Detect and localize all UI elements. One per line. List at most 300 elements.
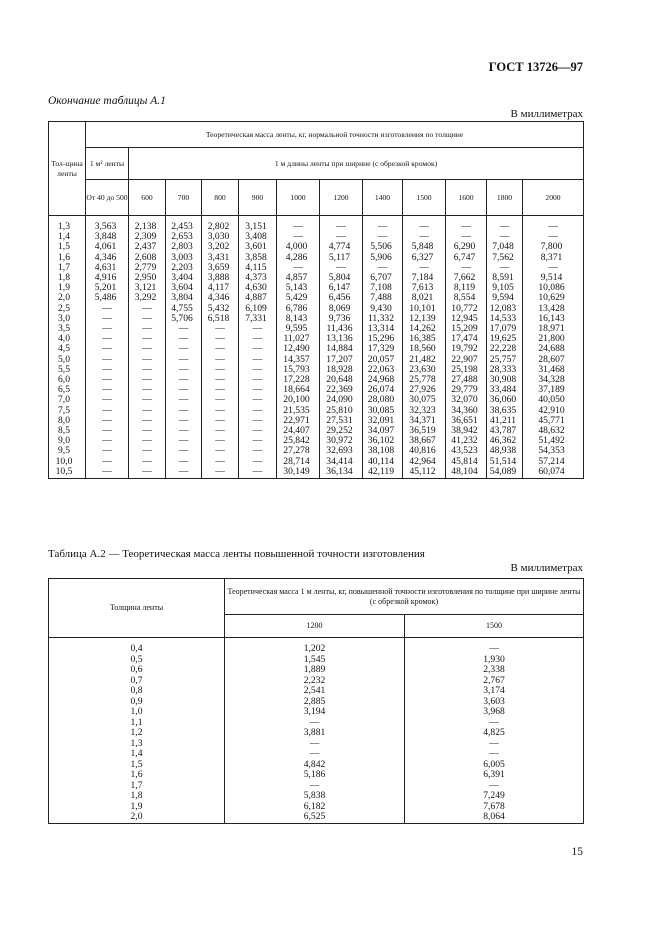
mass-cell: 6,147: [320, 283, 363, 293]
mass-cell: 14,357: [277, 355, 320, 365]
table-row: [49, 273, 584, 283]
mass-cell: 24,968: [363, 375, 403, 385]
thickness-cell: 1,5: [49, 242, 86, 252]
mass-cell: 7,184: [403, 273, 446, 283]
mass-cell: 27,926: [403, 385, 446, 395]
table-row: [49, 406, 584, 416]
mass-cell: 30,149: [277, 467, 320, 479]
mass-cell: —: [86, 365, 129, 375]
mass-cell: 2,541: [225, 686, 405, 697]
table-row: [49, 467, 584, 479]
thickness-cell: 1,9: [49, 283, 86, 293]
mass-cell: —: [202, 344, 239, 354]
mass-cell: 27,278: [277, 446, 320, 456]
mass-cell: —: [166, 457, 202, 467]
mass-cell: 3,888: [202, 273, 239, 283]
mass-cell: 45,814: [446, 457, 487, 467]
mass-cell: 3,601: [239, 242, 277, 252]
mass-cell: 5,838: [225, 791, 405, 802]
mass-cell: 4,000: [277, 242, 320, 252]
mass-cell: 27,531: [320, 416, 363, 426]
mass-cell: —: [166, 406, 202, 416]
mass-cell: 3,858: [239, 253, 277, 263]
mass-cell: —: [239, 457, 277, 467]
mass-cell: 5,506: [363, 242, 403, 252]
mass-cell: —: [239, 324, 277, 334]
mass-cell: 4,286: [277, 253, 320, 263]
mass-cell: —: [202, 436, 239, 446]
mass-cell: 9,736: [320, 314, 363, 324]
mass-cell: 3,202: [202, 242, 239, 252]
mass-cell: 54,353: [523, 446, 584, 456]
mass-cell: 2,779: [129, 263, 166, 273]
mass-cell: 4,774: [320, 242, 363, 252]
mass-cell: —: [239, 365, 277, 375]
mass-cell: 4,755: [166, 304, 202, 314]
mass-cell: 43,523: [446, 446, 487, 456]
mass-cell: —: [86, 406, 129, 416]
mass-cell: 51,514: [487, 457, 523, 467]
mass-cell: 21,482: [403, 355, 446, 365]
thickness-cell: 8,5: [49, 426, 86, 436]
mass-cell: 34,328: [523, 375, 584, 385]
thickness-cell: 0,8: [49, 686, 225, 697]
mass-cell: 32,323: [403, 406, 446, 416]
thickness-cell: 1,9: [49, 802, 225, 813]
mass-cell: 28,080: [363, 395, 403, 405]
mass-cell: —: [166, 467, 202, 479]
mass-cell: 4,061: [86, 242, 129, 252]
thickness-cell: 1,3: [49, 216, 86, 233]
mass-cell: —: [86, 446, 129, 456]
table-row: [49, 314, 584, 324]
mass-cell: 8,143: [277, 314, 320, 324]
mass-cell: 17,474: [446, 334, 487, 344]
thickness-cell: 0,6: [49, 665, 225, 676]
mass-cell: —: [202, 365, 239, 375]
mass-cell: —: [129, 355, 166, 365]
mass-cell: —: [86, 355, 129, 365]
t2-thickness-header: Толщина ленты: [49, 579, 225, 638]
mass-cell: 2,608: [129, 253, 166, 263]
mass-cell: 2,203: [166, 263, 202, 273]
thickness-cell: 2,0: [49, 812, 225, 823]
table-row: [49, 304, 584, 314]
mass-cell: 15,793: [277, 365, 320, 375]
mass-cell: —: [202, 406, 239, 416]
mass-cell: 5,906: [363, 253, 403, 263]
mass-cell: 42,964: [403, 457, 446, 467]
mass-cell: 28,607: [523, 355, 584, 365]
table-row: [49, 385, 584, 395]
mass-cell: 34,371: [403, 416, 446, 426]
mass-cell: 2,803: [166, 242, 202, 252]
mass-cell: —: [129, 446, 166, 456]
mass-cell: —: [277, 263, 320, 273]
mass-cell: 38,108: [363, 446, 403, 456]
mass-cell: 7,613: [403, 283, 446, 293]
mass-cell: 5,804: [320, 273, 363, 283]
thickness-cell: 1,4: [49, 749, 225, 760]
mass-group-header: Теоретическая масса ленты, кг, нормальной точности изготовления по толщине: [86, 122, 584, 148]
mass-cell: 15,296: [363, 334, 403, 344]
mass-cell: 3,881: [225, 728, 405, 739]
width-header: 1400: [363, 180, 403, 216]
mass-cell: —: [202, 355, 239, 365]
mass-cell: 2,338: [405, 665, 584, 676]
mass-cell: —: [523, 232, 584, 242]
mass-cell: 34,360: [446, 406, 487, 416]
thickness-cell: 0,5: [49, 655, 225, 666]
table-row: [49, 770, 584, 781]
width-header: 1200: [320, 180, 363, 216]
mass-cell: 40,816: [403, 446, 446, 456]
mass-cell: —: [202, 416, 239, 426]
mass-cell: 3,121: [129, 283, 166, 293]
mass-cell: 7,662: [446, 273, 487, 283]
thickness-cell: 6,0: [49, 375, 86, 385]
mass-cell: 3,848: [86, 232, 129, 242]
mass-cell: 60,074: [523, 467, 584, 479]
mass-cell: 36,134: [320, 467, 363, 479]
mass-cell: —: [239, 426, 277, 436]
thickness-cell: 4,5: [49, 344, 86, 354]
mass-cell: 1,545: [225, 655, 405, 666]
mass-cell: 1,930: [405, 655, 584, 666]
thickness-header: Тол-щина ленты: [49, 122, 86, 216]
thickness-cell: 8,0: [49, 416, 86, 426]
mass-cell: 22,063: [363, 365, 403, 375]
mass-cell: —: [166, 416, 202, 426]
mass-cell: 4,117: [202, 283, 239, 293]
mass-cell: 30,075: [403, 395, 446, 405]
table-row: [49, 334, 584, 344]
mass-cell: 28,714: [277, 457, 320, 467]
mass-cell: —: [86, 457, 129, 467]
mass-cell: 29,252: [320, 426, 363, 436]
mass-cell: 2,453: [166, 216, 202, 233]
mass-cell: 22,971: [277, 416, 320, 426]
mass-cell: 5,706: [166, 314, 202, 324]
mass-cell: —: [129, 375, 166, 385]
mass-cell: 10,101: [403, 304, 446, 314]
mass-cell: 5,186: [225, 770, 405, 781]
mass-cell: 45,112: [403, 467, 446, 479]
mass-cell: 8,554: [446, 293, 487, 303]
mass-cell: 7,562: [487, 253, 523, 263]
mass-cell: —: [405, 781, 584, 792]
thickness-cell: 1,2: [49, 728, 225, 739]
mass-cell: 10,629: [523, 293, 584, 303]
mass-cell: —: [86, 324, 129, 334]
mass-cell: —: [166, 344, 202, 354]
mass-cell: 57,214: [523, 457, 584, 467]
thickness-cell: 9,5: [49, 446, 86, 456]
table-row: [49, 791, 584, 802]
mass-cell: 3,194: [225, 707, 405, 718]
mass-cell: —: [487, 263, 523, 273]
mass-cell: 42,119: [363, 467, 403, 479]
mass-cell: 18,664: [277, 385, 320, 395]
mass-cell: 14,533: [487, 314, 523, 324]
mass-cell: —: [129, 365, 166, 375]
mass-cell: —: [239, 446, 277, 456]
thickness-cell: 1,7: [49, 263, 86, 273]
mass-cell: —: [405, 739, 584, 750]
mass-cell: —: [86, 314, 129, 324]
mass-cell: 2,138: [129, 216, 166, 233]
thickness-cell: 6,5: [49, 385, 86, 395]
thickness-cell: 1,6: [49, 253, 86, 263]
mass-cell: —: [166, 365, 202, 375]
mass-cell: —: [166, 355, 202, 365]
thickness-cell: 0,9: [49, 697, 225, 708]
thickness-cell: 2,0: [49, 293, 86, 303]
thickness-cell: 1,6: [49, 770, 225, 781]
thickness-cell: 1,3: [49, 739, 225, 750]
mass-cell: 8,591: [487, 273, 523, 283]
mass-cell: 3,404: [166, 273, 202, 283]
mass-cell: 6,327: [403, 253, 446, 263]
mass-cell: 8,371: [523, 253, 584, 263]
mass-cell: —: [166, 395, 202, 405]
mass-cell: —: [166, 334, 202, 344]
mass-cell: —: [86, 426, 129, 436]
mass-cell: 20,057: [363, 355, 403, 365]
mass-cell: —: [202, 395, 239, 405]
table-a2: [48, 578, 584, 824]
mass-cell: 6,290: [446, 242, 487, 252]
mass-cell: 2,802: [202, 216, 239, 233]
mass-1m2-header: 1 м² ленты: [86, 148, 129, 180]
t2-width-header: 1500: [405, 615, 584, 638]
table2-caption: Таблица А.2 — Теоретическая масса ленты повышенной точности изготовления: [48, 548, 425, 560]
mass-cell: 2,437: [129, 242, 166, 252]
mass-cell: 24,688: [523, 344, 584, 354]
mass-cell: 48,632: [523, 426, 584, 436]
mass-1m-header: 1 м длины ленты при ширине (с обрезкой кромок): [129, 148, 584, 180]
table2-unit: В миллиметрах: [510, 562, 583, 574]
table-row: [49, 365, 584, 375]
mass-cell: —: [239, 344, 277, 354]
mass-cell: 3,968: [405, 707, 584, 718]
mass-cell: —: [129, 324, 166, 334]
table-row: [49, 638, 584, 655]
mass-cell: 16,143: [523, 314, 584, 324]
mass-cell: 22,228: [487, 344, 523, 354]
mass-cell: —: [202, 446, 239, 456]
mass-cell: 2,885: [225, 697, 405, 708]
thickness-cell: 1,4: [49, 232, 86, 242]
mass-cell: —: [225, 749, 405, 760]
mass-cell: 7,331: [239, 314, 277, 324]
table1-unit: В миллиметрах: [510, 108, 583, 120]
mass-cell: —: [202, 334, 239, 344]
width-header: 1800: [487, 180, 523, 216]
mass-cell: 4,346: [86, 253, 129, 263]
mass-cell: 40,050: [523, 395, 584, 405]
mass-cell: 10,086: [523, 283, 584, 293]
table-row: [49, 253, 584, 263]
mass-cell: 17,228: [277, 375, 320, 385]
mass-cell: —: [523, 263, 584, 273]
mass-cell: 21,535: [277, 406, 320, 416]
mass-cell: 3,659: [202, 263, 239, 273]
thickness-cell: 1,7: [49, 781, 225, 792]
mass-cell: —: [129, 436, 166, 446]
mass-cell: 24,090: [320, 395, 363, 405]
mass-cell: 20,648: [320, 375, 363, 385]
mass-cell: 30,972: [320, 436, 363, 446]
mass-cell: 15,209: [446, 324, 487, 334]
thickness-cell: 7,5: [49, 406, 86, 416]
thickness-cell: 2,5: [49, 304, 86, 314]
table-row: [49, 242, 584, 252]
mass-cell: 3,604: [166, 283, 202, 293]
mass-cell: —: [129, 416, 166, 426]
table-a1-continuation: [48, 121, 584, 479]
mass-cell: 13,314: [363, 324, 403, 334]
thickness-cell: 5,0: [49, 355, 86, 365]
mass-cell: 12,083: [487, 304, 523, 314]
mass-cell: —: [129, 457, 166, 467]
mass-cell: —: [446, 232, 487, 242]
mass-cell: 32,693: [320, 446, 363, 456]
mass-cell: 1,889: [225, 665, 405, 676]
mass-cell: 6,786: [277, 304, 320, 314]
mass-cell: 25,198: [446, 365, 487, 375]
mass-cell: —: [129, 395, 166, 405]
mass-cell: 33,484: [487, 385, 523, 395]
mass-cell: 12,139: [403, 314, 446, 324]
mass-cell: 41,211: [487, 416, 523, 426]
mass-cell: —: [320, 216, 363, 233]
thickness-cell: 9,0: [49, 436, 86, 446]
mass-cell: —: [166, 436, 202, 446]
mass-cell: 11,436: [320, 324, 363, 334]
width-header: 1000: [277, 180, 320, 216]
mass-cell: —: [225, 718, 405, 729]
mass-cell: —: [239, 334, 277, 344]
mass-cell: 3,151: [239, 216, 277, 233]
mass-cell: 25,778: [403, 375, 446, 385]
mass-cell: 6,109: [239, 304, 277, 314]
thickness-cell: 1,1: [49, 718, 225, 729]
mass-cell: 5,117: [320, 253, 363, 263]
mass-cell: 8,119: [446, 283, 487, 293]
table-row: [49, 232, 584, 242]
mass-cell: 5,848: [403, 242, 446, 252]
mass-cell: —: [523, 216, 584, 233]
mass-cell: 2,950: [129, 273, 166, 283]
mass-cell: 46,362: [487, 436, 523, 446]
mass-cell: 7,488: [363, 293, 403, 303]
mass-cell: —: [363, 216, 403, 233]
mass-cell: 18,928: [320, 365, 363, 375]
mass-cell: 41,232: [446, 436, 487, 446]
mass-cell: 17,079: [487, 324, 523, 334]
mass-cell: —: [86, 467, 129, 479]
mass-cell: 7,678: [405, 802, 584, 813]
mass-cell: —: [129, 467, 166, 479]
mass-cell: 2,232: [225, 676, 405, 687]
mass-cell: 34,414: [320, 457, 363, 467]
mass-cell: —: [239, 467, 277, 479]
mass-cell: 3,174: [405, 686, 584, 697]
mass-cell: —: [239, 385, 277, 395]
mass-cell: —: [129, 344, 166, 354]
mass-cell: —: [86, 344, 129, 354]
table-row: [49, 665, 584, 676]
mass-cell: —: [166, 385, 202, 395]
page-number: 15: [571, 846, 583, 858]
mass-cell: —: [446, 263, 487, 273]
mass-cell: 42,910: [523, 406, 584, 416]
mass-cell: 6,005: [405, 760, 584, 771]
width-header: 2000: [523, 180, 584, 216]
standard-code: ГОСТ 13726—97: [488, 60, 583, 74]
mass-cell: 3,408: [239, 232, 277, 242]
table-row: [49, 436, 584, 446]
mass-cell: 18,971: [523, 324, 584, 334]
thickness-cell: 7,0: [49, 395, 86, 405]
table-row: [49, 457, 584, 467]
mass-cell: 24,407: [277, 426, 320, 436]
thickness-cell: 4,0: [49, 334, 86, 344]
table-row: [49, 355, 584, 365]
mass-cell: 19,625: [487, 334, 523, 344]
mass-cell: 4,630: [239, 283, 277, 293]
mass-cell: 4,916: [86, 273, 129, 283]
table1-caption: Окончание таблицы А.1: [48, 95, 166, 107]
mass-cell: 3,431: [202, 253, 239, 263]
mass-cell: —: [403, 232, 446, 242]
table-row: [49, 283, 584, 293]
mass-cell: 40,114: [363, 457, 403, 467]
mass-cell: 38,635: [487, 406, 523, 416]
mass-cell: —: [202, 385, 239, 395]
mass-cell: —: [277, 216, 320, 233]
mass-cell: —: [363, 232, 403, 242]
mass-cell: 29,779: [446, 385, 487, 395]
mass-cell: 2,767: [405, 676, 584, 687]
mass-cell: —: [202, 457, 239, 467]
thickness-cell: 3,0: [49, 314, 86, 324]
mass-cell: 4,887: [239, 293, 277, 303]
mass-cell: 3,563: [86, 216, 129, 233]
mass-cell: 3,603: [405, 697, 584, 708]
mass-cell: —: [129, 406, 166, 416]
table-row: [49, 293, 584, 303]
mass-cell: —: [320, 232, 363, 242]
mass-cell: —: [405, 749, 584, 760]
mass-cell: —: [129, 426, 166, 436]
thickness-cell: 1,8: [49, 273, 86, 283]
table-row: [49, 395, 584, 405]
mass-cell: —: [239, 436, 277, 446]
mass-cell: 7,249: [405, 791, 584, 802]
mass-cell: 7,108: [363, 283, 403, 293]
mass-cell: —: [405, 718, 584, 729]
mass-cell: 6,182: [225, 802, 405, 813]
mass-cell: 36,519: [403, 426, 446, 436]
mass-cell: —: [239, 355, 277, 365]
mass-cell: 4,115: [239, 263, 277, 273]
table-row: [49, 416, 584, 426]
mass-cell: 3,292: [129, 293, 166, 303]
mass-cell: —: [277, 232, 320, 242]
mass-cell: 4,373: [239, 273, 277, 283]
